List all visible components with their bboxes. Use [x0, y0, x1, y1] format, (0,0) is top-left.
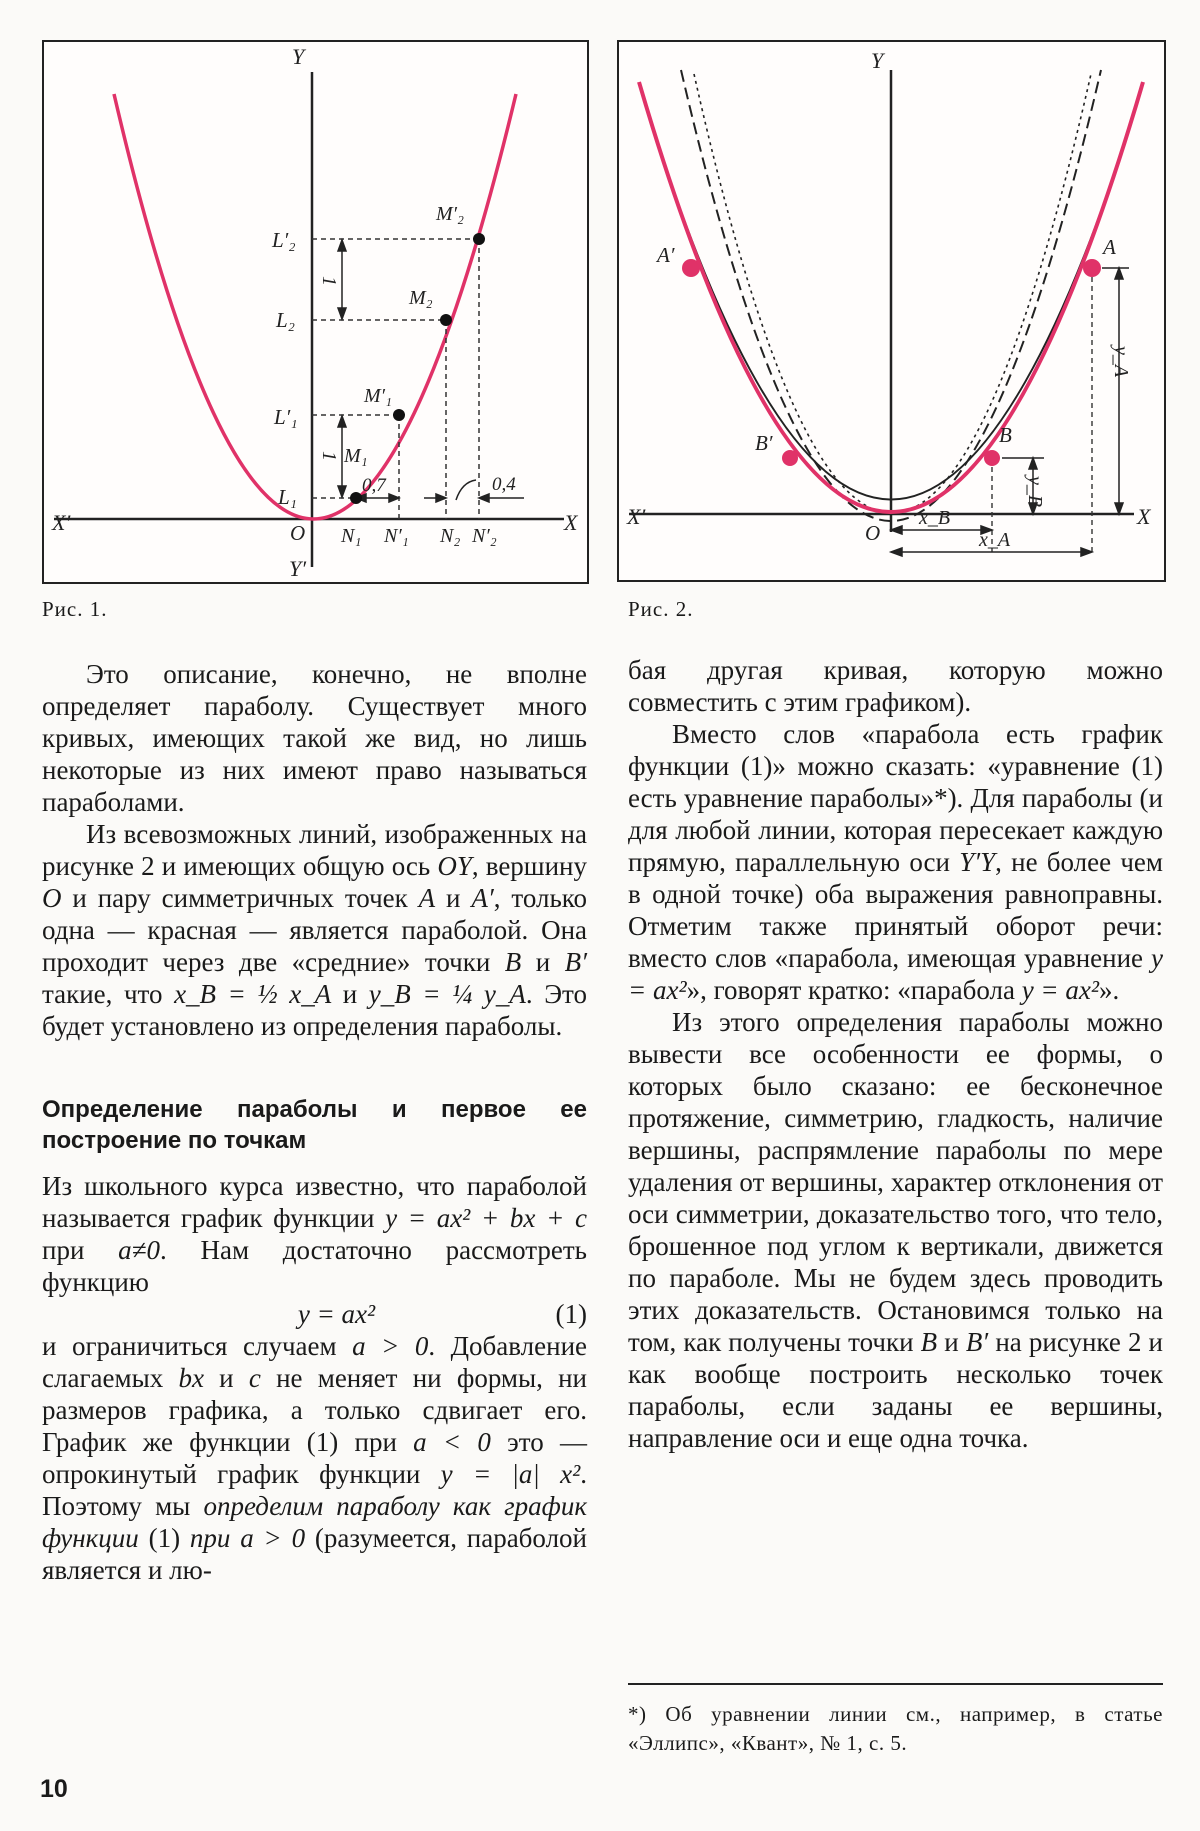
- label-m2: M₂: [409, 287, 433, 309]
- label-dx-07: 0,7: [362, 475, 386, 496]
- label-n2: N₂: [440, 525, 461, 547]
- label-origin: O: [290, 521, 306, 545]
- point-m2: [440, 314, 452, 326]
- section-heading: Определение параболы и первое ее построение по точкам: [42, 1096, 587, 1154]
- label-b-prime: B′: [755, 431, 773, 455]
- paragraph: бая другая кривая, которую можно совместить с этим графиком).: [628, 655, 1163, 717]
- point-b-prime: [782, 450, 798, 466]
- label-xb: x_B: [919, 507, 951, 529]
- label-ya: y_A: [1110, 346, 1132, 378]
- footnote-divider: [628, 1683, 1163, 1685]
- label-m2-prime: M′₂: [436, 203, 464, 225]
- label-y: Y: [292, 44, 305, 69]
- label-l2: L₂: [276, 308, 295, 332]
- point-a: [1083, 259, 1101, 277]
- label-x: X: [1137, 504, 1151, 529]
- figure-1: [42, 40, 589, 584]
- label-a-prime: A′: [657, 243, 675, 267]
- label-yb: y_B: [1024, 476, 1046, 508]
- parabola-curve: [114, 94, 516, 519]
- point-m2-prime: [473, 233, 485, 245]
- point-m1-prime: [393, 409, 405, 421]
- label-n1: N₁: [341, 525, 362, 547]
- left-column: [42, 658, 587, 1586]
- curve-dotted: [694, 74, 1091, 513]
- point-a-prime: [682, 259, 700, 277]
- footnote: *) Об уравнении линии см., например, в статье «Эллипс», «Квант», № 1, с. 5.: [628, 1702, 1163, 1755]
- paragraph: Вместо слов «парабола есть график функции (1)» можно сказать: «уравнение (1) есть уравнение параболы»*). Для параболы (и для любой линии, которая пересекает каждую прямую, параллельную оси Y′Y, не более чем в одной точке) оба выражения равноправны. Отметим также принятый оборот речи: вместо слов «парабола, имеющая уравнение y = ax²», говорят кратко: «парабола y = ax²».: [628, 719, 1163, 1005]
- label-l1: L₁: [278, 485, 297, 509]
- label-one-upper: 1: [318, 276, 340, 286]
- label-m1: M₁: [344, 445, 368, 467]
- label-x: X: [564, 510, 578, 535]
- label-l2-prime: L′₂: [272, 228, 296, 252]
- paragraph: и ограничиться случаем a > 0. Добавление слагаемых bx и c не меняет ни формы, ни размеров графика, а только сдвигает его. График же функции (1) при a < 0 это — опрокинутый график функции y = |a| x². Поэтому мы определим параболу как график функции (1) при a > 0 (разумеется, параболой является и лю-: [42, 1331, 588, 1585]
- label-b: B: [999, 423, 1012, 447]
- formula: y = ax² (1): [297, 1299, 587, 1329]
- label-n2-prime: N′₂: [472, 525, 497, 547]
- label-x-prime: X′: [52, 510, 71, 535]
- label-m1-prime: M′₁: [364, 385, 392, 407]
- label-a: A: [1103, 235, 1116, 259]
- paragraph: Из школьного курса известно, что параболой называется график функции y = ax² + bx + c при a≠0. Нам достаточно рассмотреть функцию: [42, 1171, 587, 1297]
- label-xa: x_A: [979, 529, 1011, 551]
- label-x-prime: X′: [627, 504, 646, 529]
- figure-1-caption: Рис. 1.: [42, 597, 108, 621]
- label-y-prime: Y′: [289, 556, 307, 581]
- label-dx-04: 0,4: [492, 474, 516, 495]
- page-number: 10: [40, 1775, 68, 1803]
- label-one-lower: 1: [318, 451, 340, 461]
- right-column: [628, 654, 1163, 1454]
- point-m1: [350, 492, 362, 504]
- paragraph: Это описание, конечно, не вполне определяет параболу. Существует много кривых, имеющих такой же вид, но лишь некоторые из них имеют право называться параболами.: [42, 659, 587, 817]
- figure-2: [617, 40, 1166, 582]
- label-origin: O: [865, 521, 881, 545]
- paragraph: Из этого определения параболы можно вывести все особенности ее формы, о которых было сказано: ее бесконечное протяжение, симметрию, гладкость, наличие вершины, распрямление параболы по мере удаления от вершины, характер отклонения от оси симметрии, доказательство того, что тело, брошенное под углом к вертикали, движется по параболе. Мы не будем здесь проводить этих доказательств. Остановимся только на том, как получены точки B и B′ на рисунке 2 и как вообще построить несколько точек параболы, если заданы ее вершины, направление оси и еще одна точка.: [628, 1007, 1164, 1453]
- label-y: Y: [871, 48, 884, 73]
- point-b: [984, 450, 1000, 466]
- paragraph: Из всевозможных линий, изображенных на рисунке 2 и имеющих общую ось OY, вершину O и пару симметричных точек A и A′, только одна — красная — является параболой. Она проходит через две «средние» точки B и B′ такие, что x_B = ½ x_A и y_B = ¼ y_A. Это будет установлено из определения параболы.: [42, 819, 588, 1041]
- label-l1-prime: L′₁: [274, 405, 298, 429]
- label-n1-prime: N′₁: [384, 525, 409, 547]
- figure-2-caption: Рис. 2.: [628, 597, 694, 621]
